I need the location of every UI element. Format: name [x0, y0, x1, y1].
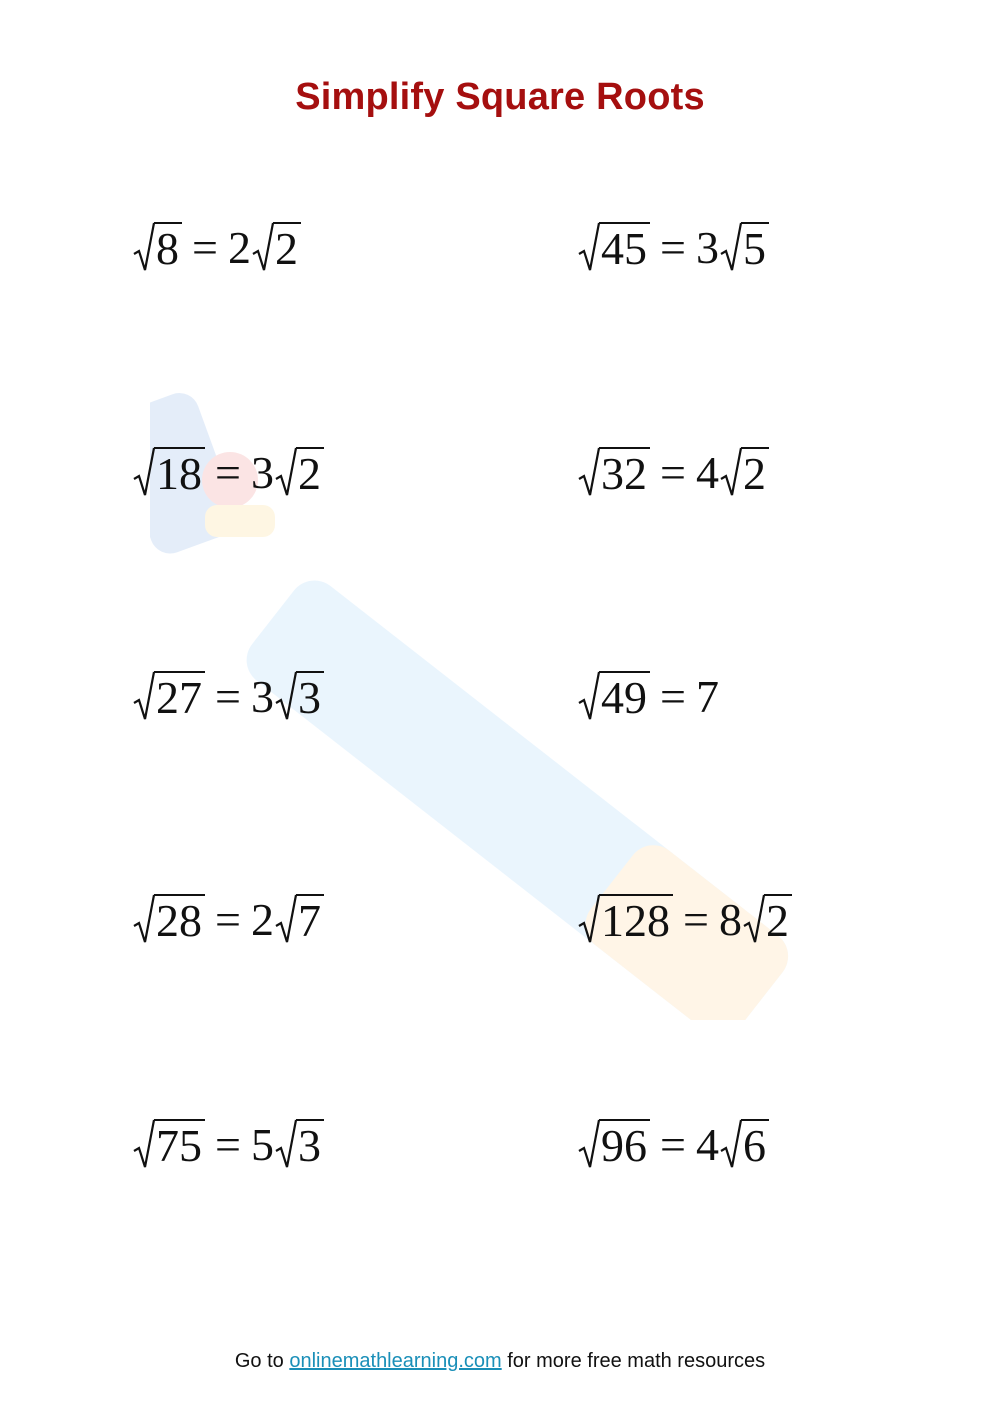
- equals-sign: =: [660, 1119, 686, 1170]
- radical-sign-icon: [578, 894, 600, 946]
- problem-item: [133, 443, 324, 503]
- square-root: [720, 1119, 769, 1171]
- square-root: [578, 1119, 650, 1171]
- problem-item: [578, 667, 720, 727]
- square-root: [720, 447, 769, 499]
- footer-prefix: Go to: [234, 1350, 290, 1372]
- result-radicand: 6: [741, 1119, 769, 1169]
- coefficient: 5: [250, 1119, 274, 1170]
- radical-sign-icon: [275, 894, 297, 946]
- problem-item: [133, 667, 324, 727]
- square-root: [133, 671, 205, 723]
- coefficient: 2: [250, 894, 274, 945]
- coefficient: 4: [695, 447, 719, 498]
- problem-item: [578, 1115, 769, 1175]
- radicand: 49: [599, 671, 650, 721]
- problem-item: [578, 443, 769, 503]
- radical-sign-icon: [133, 1119, 155, 1171]
- radical-sign-icon: [275, 447, 297, 499]
- square-root: [720, 222, 769, 274]
- result-radicand: 5: [741, 222, 769, 272]
- footer-suffix: for more free math resources: [501, 1350, 766, 1372]
- equals-sign: =: [215, 671, 241, 722]
- square-root: [578, 222, 650, 274]
- radicand: 18: [154, 447, 205, 497]
- equals-sign: =: [215, 447, 241, 498]
- coefficient: 3: [250, 447, 274, 498]
- radical-sign-icon: [252, 222, 274, 274]
- square-root: [252, 222, 301, 274]
- square-root: [133, 447, 205, 499]
- result-value: 7: [695, 671, 719, 722]
- equals-sign: =: [215, 1119, 241, 1170]
- problem-item: [578, 890, 792, 950]
- footer-link[interactable]: onlinemathlearning.com: [289, 1350, 502, 1372]
- equals-sign: =: [215, 894, 241, 945]
- radicand: 8: [154, 222, 182, 272]
- square-root: [578, 447, 650, 499]
- result-radicand: 3: [296, 1119, 324, 1169]
- radical-sign-icon: [275, 1119, 297, 1171]
- result-radicand: 7: [296, 894, 324, 944]
- radical-sign-icon: [578, 447, 600, 499]
- result-radicand: 2: [273, 222, 301, 272]
- radicand: 75: [154, 1119, 205, 1169]
- equals-sign: =: [660, 671, 686, 722]
- page-title: Simplify Square Roots: [295, 76, 705, 118]
- problem-item: [133, 1115, 324, 1175]
- radicand: 32: [599, 447, 650, 497]
- square-root: [133, 1119, 205, 1171]
- square-root: [275, 1119, 324, 1171]
- radical-sign-icon: [720, 1119, 742, 1171]
- radical-sign-icon: [720, 222, 742, 274]
- result-radicand: 2: [741, 447, 769, 497]
- square-root: [578, 671, 650, 723]
- radical-sign-icon: [578, 1119, 600, 1171]
- footer: [0, 1350, 1000, 1373]
- radical-sign-icon: [133, 671, 155, 723]
- square-root: [743, 894, 792, 946]
- radical-sign-icon: [133, 222, 155, 274]
- radicand: 45: [599, 222, 650, 272]
- radicand: 96: [599, 1119, 650, 1169]
- radical-sign-icon: [743, 894, 765, 946]
- radical-sign-icon: [133, 447, 155, 499]
- equals-sign: =: [660, 222, 686, 273]
- radical-sign-icon: [578, 222, 600, 274]
- square-root: [578, 894, 673, 946]
- problem-item: [133, 218, 301, 278]
- radical-sign-icon: [275, 671, 297, 723]
- radicand: 128: [599, 894, 673, 944]
- coefficient: 8: [718, 894, 742, 945]
- coefficient: 3: [695, 222, 719, 273]
- result-radicand: 2: [764, 894, 792, 944]
- square-root: [133, 222, 182, 274]
- problem-item: [133, 890, 324, 950]
- radicand: 27: [154, 671, 205, 721]
- radicand: 28: [154, 894, 205, 944]
- equals-sign: =: [660, 447, 686, 498]
- square-root: [275, 447, 324, 499]
- radical-sign-icon: [578, 671, 600, 723]
- problem-item: [578, 218, 769, 278]
- square-root: [133, 894, 205, 946]
- coefficient: 4: [695, 1119, 719, 1170]
- radical-sign-icon: [720, 447, 742, 499]
- square-root: [275, 671, 324, 723]
- result-radicand: 2: [296, 447, 324, 497]
- coefficient: 3: [250, 671, 274, 722]
- coefficient: 2: [227, 222, 251, 273]
- radical-sign-icon: [133, 894, 155, 946]
- square-root: [275, 894, 324, 946]
- equals-sign: =: [683, 894, 709, 945]
- equals-sign: =: [192, 222, 218, 273]
- result-radicand: 3: [296, 671, 324, 721]
